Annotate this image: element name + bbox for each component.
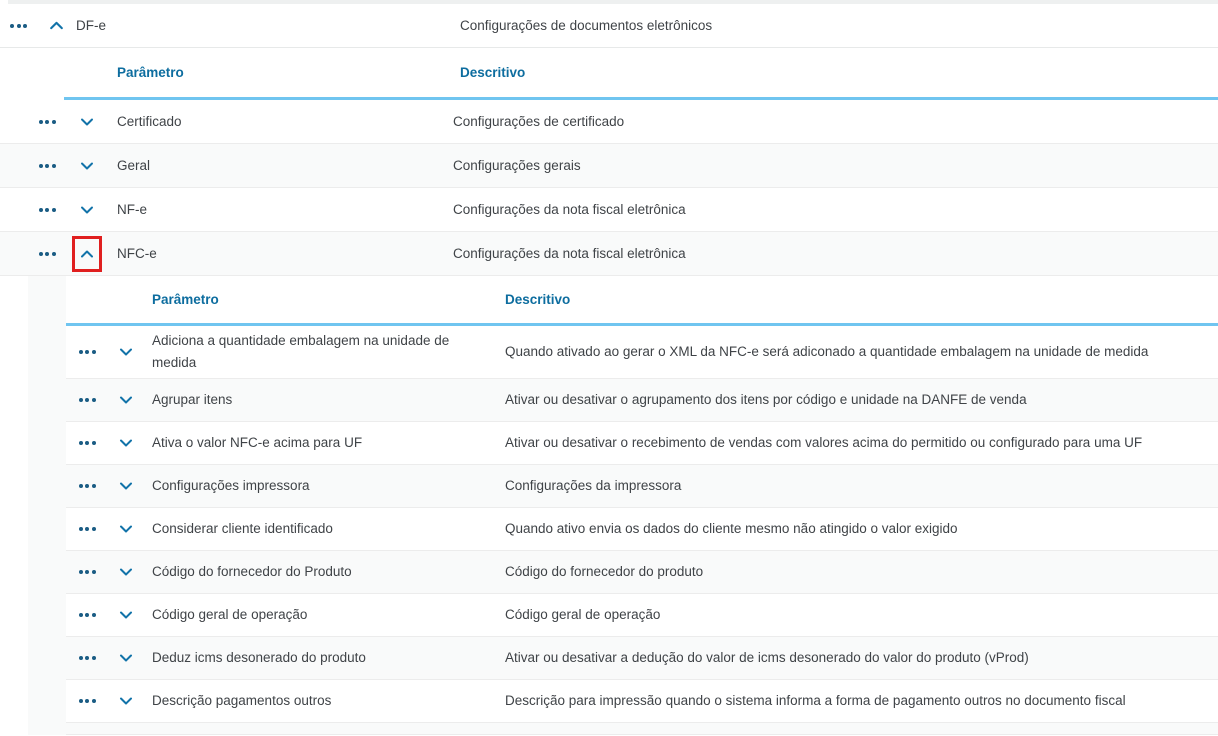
nested-table-row [66,680,1218,723]
row-param: Ativa o valor NFC-e acima para UF [152,435,363,450]
row-desc: Ativar ou desativar o agrupamento dos itens por código e unidade na DANFE de venda [505,392,1027,407]
ellipsis-icon[interactable] [77,394,98,406]
ellipsis-icon[interactable] [77,695,98,707]
row-param: Adiciona a quantidade embalagem na unidade de medida [152,333,450,370]
nested-table-row [66,326,1218,379]
chevron-down-icon[interactable] [118,650,134,666]
outer-table-header [64,48,1218,100]
row-desc: Ativar ou desativar o recebimento de vendas com valores acima do permitido ou configurado para uma UF [505,435,1143,450]
column-header-parametro: Parâmetro [117,65,184,80]
chevron-up-icon[interactable] [79,246,95,262]
row-desc: Código geral de operação [505,607,661,622]
chevron-down-icon[interactable] [118,521,134,537]
row-desc: Configurações gerais [453,157,581,173]
ellipsis-icon[interactable] [8,20,29,32]
ellipsis-icon[interactable] [77,523,98,535]
group-description: Configurações de documentos eletrônicos [460,18,713,33]
chevron-down-icon[interactable] [118,392,134,408]
chevron-up-icon[interactable] [48,17,65,34]
ellipsis-icon[interactable] [77,480,98,492]
chevron-down-icon[interactable] [118,607,134,623]
table-row [0,100,1218,144]
row-desc: Código do fornecedor do produto [505,564,704,579]
column-header-descritivo: Descritivo [460,65,526,80]
row-param: Agrupar itens [152,392,233,407]
chevron-down-icon[interactable] [118,564,134,580]
ellipsis-icon[interactable] [77,346,98,358]
row-desc: Quando ativado ao gerar o XML da NFC-e será adiconado a quantidade embalagem na unidade de medida [505,344,1149,359]
nested-table-row [66,422,1218,465]
chevron-down-icon[interactable] [118,344,134,360]
row-desc: Configurações de certificado [453,113,625,129]
row-param: Configurações impressora [152,478,310,493]
row-param: Considerar cliente identificado [152,521,333,536]
group-row-dfe [0,4,1218,48]
row-param: Certificado [117,113,182,129]
row-param: Código geral de operação [152,607,308,622]
chevron-down-icon[interactable] [118,435,134,451]
row-param: NFC-e [117,245,157,261]
row-param: Descrição pagamentos outros [152,693,332,708]
ellipsis-icon[interactable] [77,609,98,621]
table-row [0,144,1218,188]
nfce-expanded-panel [28,276,1218,735]
chevron-down-icon[interactable] [79,202,95,218]
row-param: NF-e [117,201,147,217]
row-param: Código do fornecedor do Produto [152,564,352,579]
nested-table-row [66,379,1218,422]
nested-table-row [66,594,1218,637]
nested-table [66,276,1218,735]
ellipsis-icon[interactable] [37,160,58,172]
outer-table-body [0,100,1218,276]
row-param: Deduz icms desonerado do produto [152,650,366,665]
ellipsis-icon[interactable] [77,437,98,449]
row-desc: Quando ativo envia os dados do cliente mesmo não atingido o valor exigido [505,521,958,536]
group-title: DF-e [76,18,106,33]
nested-table-body [66,326,1218,723]
highlight-box [72,236,102,272]
chevron-down-icon[interactable] [118,693,134,709]
table-row [0,188,1218,232]
nested-table-row [66,465,1218,508]
ellipsis-icon[interactable] [37,248,58,260]
nested-column-header-parametro: Parâmetro [152,292,219,307]
table-row [0,232,1218,276]
row-param: Geral [117,157,151,173]
nested-table-header [66,276,1218,326]
nested-table-row [66,551,1218,594]
nested-table-row [66,637,1218,680]
row-desc: Configurações da impressora [505,478,682,493]
ellipsis-icon[interactable] [37,116,58,128]
row-desc: Descrição para impressão quando o sistema informa a forma de pagamento outros no documento fiscal [505,693,1126,708]
row-desc: Configurações da nota fiscal eletrônica [453,201,686,217]
ellipsis-icon[interactable] [77,652,98,664]
nested-table-row [66,508,1218,551]
chevron-down-icon[interactable] [79,114,95,130]
row-desc: Ativar ou desativar a dedução do valor de icms desonerado do valor do produto (vProd) [505,650,1029,665]
row-desc: Configurações da nota fiscal eletrônica [453,245,686,261]
ellipsis-icon[interactable] [77,566,98,578]
partial-next-row [66,723,1218,735]
ellipsis-icon[interactable] [37,204,58,216]
chevron-down-icon[interactable] [118,478,134,494]
chevron-down-icon[interactable] [79,158,95,174]
nested-column-header-descritivo: Descritivo [505,292,571,307]
